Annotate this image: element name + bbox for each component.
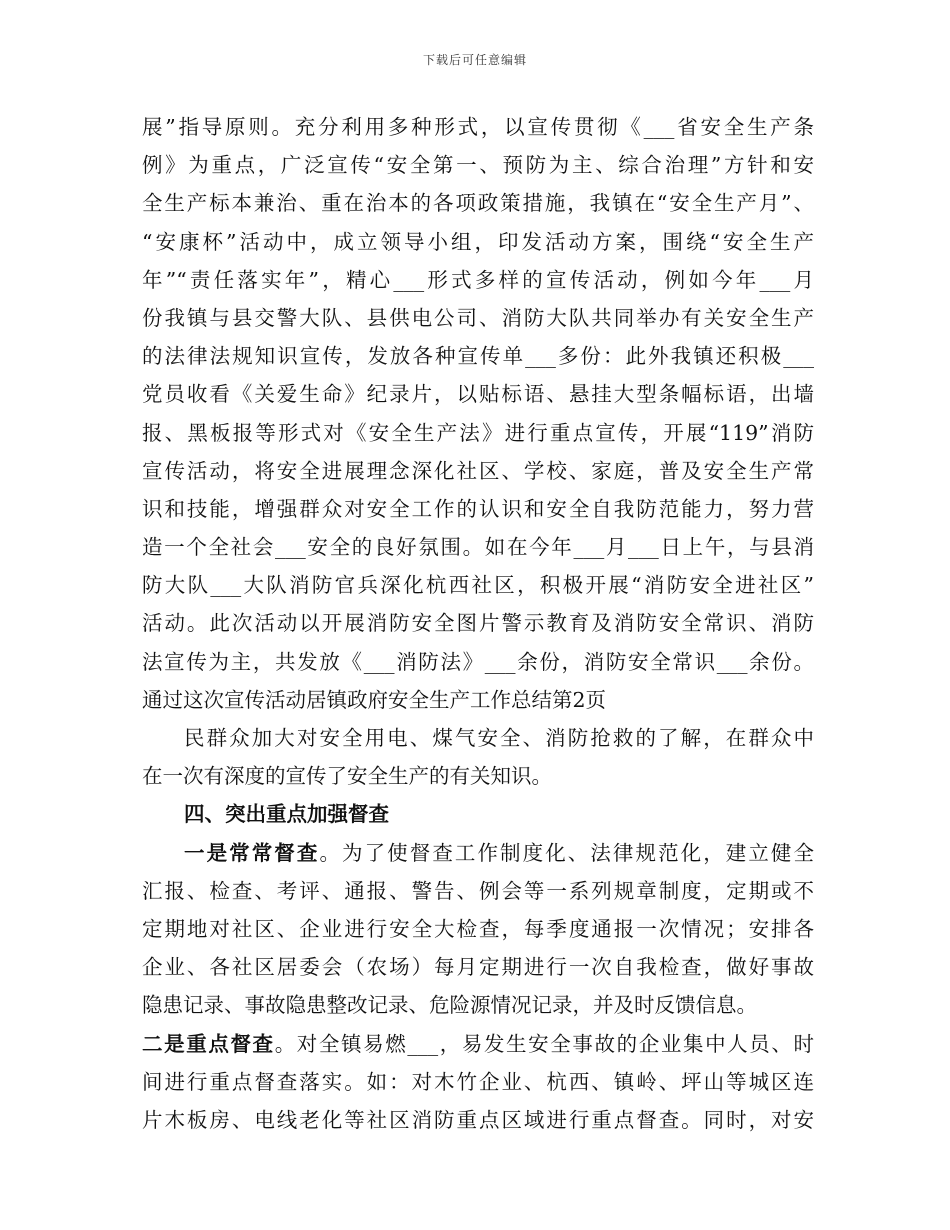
text-line: 在一次有深度的宣传了安全生产的有关知识。: [142, 764, 552, 789]
text-line: 宣传活动，将安全进展理念深化社区、学校、家庭，普及安全生产常: [142, 458, 814, 483]
document-body: [142, 108, 814, 1139]
text-line: 通过这次宣传活动居镇政府安全生产工作总结第2页: [142, 687, 607, 712]
text-line: 造一个全社会___安全的良好氛围。如在今年___月___日上午，与县消: [142, 535, 814, 560]
text-line: [142, 834, 814, 872]
text-line: 民群众加大对安全用电、煤气安全、消防抢救的了解，在群众中: [184, 726, 814, 750]
text-line: 间进行重点督查落实。如：对木竹企业、杭西、镇岭、坪山等城区连: [142, 1069, 814, 1094]
section-heading: 四、突出重点加强督查: [184, 802, 389, 827]
text-line: [142, 1025, 814, 1063]
text-line: “安康杯”活动中，成立领导小组，印发活动方案，围绕“安全生产: [142, 229, 814, 254]
text-line: 汇报、检查、考评、通报、警告、例会等一系列规章制度，定期或不: [142, 878, 814, 903]
text-line: 片木板房、电线老化等社区消防重点区域进行重点督查。同时，对安: [142, 1107, 814, 1132]
text-line: 党员收看《关爱生命》纪录片，以贴标语、悬挂大型条幅标语，出墙: [142, 382, 814, 407]
text-line: 例》为重点，广泛宣传“安全第一、预防为主、综合治理”方针和安: [142, 153, 814, 178]
text-line: 隐患记录、事故隐患整改记录、危险源情况记录，并及时反馈信息。: [142, 993, 757, 1018]
item-lead: 二是重点督查: [142, 1031, 275, 1056]
text-line: 的法律法规知识宣传，发放各种宣传单___多份：此外我镇还积极___: [142, 344, 814, 369]
text-line: 份我镇与县交警大队、县供电公司、消防大队共同举办有关安全生产: [142, 305, 814, 330]
text-line: 法宣传为主，共发放《___消防法》___余份，消防安全常识___余份。: [142, 649, 814, 674]
text-line: 企业、各社区居委会（农场）每月定期进行一次自我检查，做好事故: [142, 955, 814, 980]
item-text: 。为了使督查工作制度化、法律规范化，建立健全: [319, 840, 815, 865]
item-text: 。对全镇易燃___，易发生安全事故的企业集中人员、时: [274, 1031, 815, 1056]
text-line: 年”“责任落实年”，精心___形式多样的宣传活动，例如今年___月: [142, 267, 814, 292]
item-lead: 一是常常督查: [184, 840, 320, 865]
text-line: 识和技能，增强群众对安全工作的认识和安全自我防范能力，努力营: [142, 496, 814, 521]
text-line: 防大队___大队消防官兵深化杭西社区，积极开展“消防安全进社区”: [142, 573, 814, 598]
text-line: 报、黑板报等形式对《安全生产法》进行重点宣传，开展“119”消防: [142, 420, 814, 445]
text-line: 展”指导原则。充分利用多种形式，以宣传贯彻《___省安全生产条: [142, 115, 814, 139]
text-line: 定期地对社区、企业进行安全大检查，每季度通报一次情况；安排各: [142, 916, 814, 941]
text-line: 活动。此次活动以开展消防安全图片警示教育及消防安全常识、消防: [142, 611, 814, 636]
page-header: 下载后可任意编辑: [422, 53, 527, 67]
text-line: 全生产标本兼治、重在治本的各项政策措施，我镇在“安全生产月”、: [142, 191, 814, 216]
